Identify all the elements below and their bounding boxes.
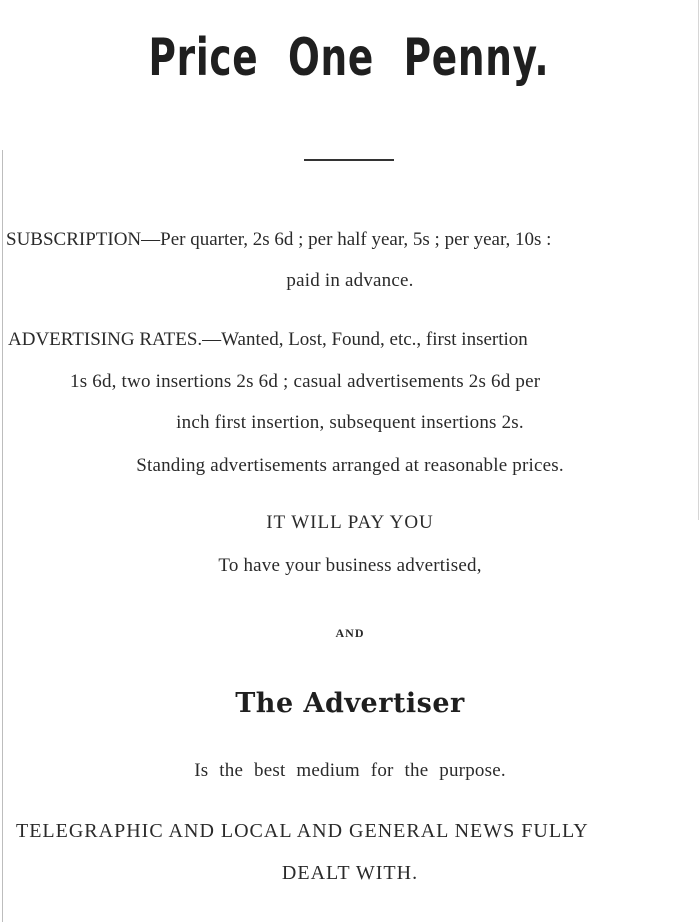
promo-conjunction: AND <box>335 626 365 640</box>
masthead-title: Price One Penny. <box>148 28 550 88</box>
promo-tagline: Is the best medium for the purpose. <box>194 760 506 781</box>
divider-rule <box>304 159 394 161</box>
paper-name: The Advertiser <box>235 688 465 719</box>
advertising-rates-line-2: 1s 6d, two insertions 2s 6d ; casual advertisements 2s 6d per <box>70 371 541 392</box>
subscription-line-1: SUBSCRIPTION—Per quarter, 2s 6d ; per half year, 5s ; per year, 10s : <box>6 229 552 250</box>
scan-edge-right <box>698 0 699 520</box>
promo-headline: IT WILL PAY YOU <box>266 512 434 533</box>
advertising-rates-line-1: ADVERTISING RATES.—Wanted, Lost, Found, etc., first insertion <box>8 329 528 350</box>
news-line-2: DEALT WITH. <box>281 862 419 884</box>
advertising-rates-line-3: inch first insertion, subsequent insertions 2s. <box>176 412 524 433</box>
scan-edge-left <box>2 150 3 922</box>
advertising-rates-line-4: Standing advertisements arranged at reasonable prices. <box>136 455 564 476</box>
news-line-1: TELEGRAPHIC AND LOCAL AND GENERAL NEWS FULLY <box>16 820 589 842</box>
subscription-line-2: paid in advance. <box>286 270 414 291</box>
promo-line: To have your business advertised, <box>218 555 482 576</box>
